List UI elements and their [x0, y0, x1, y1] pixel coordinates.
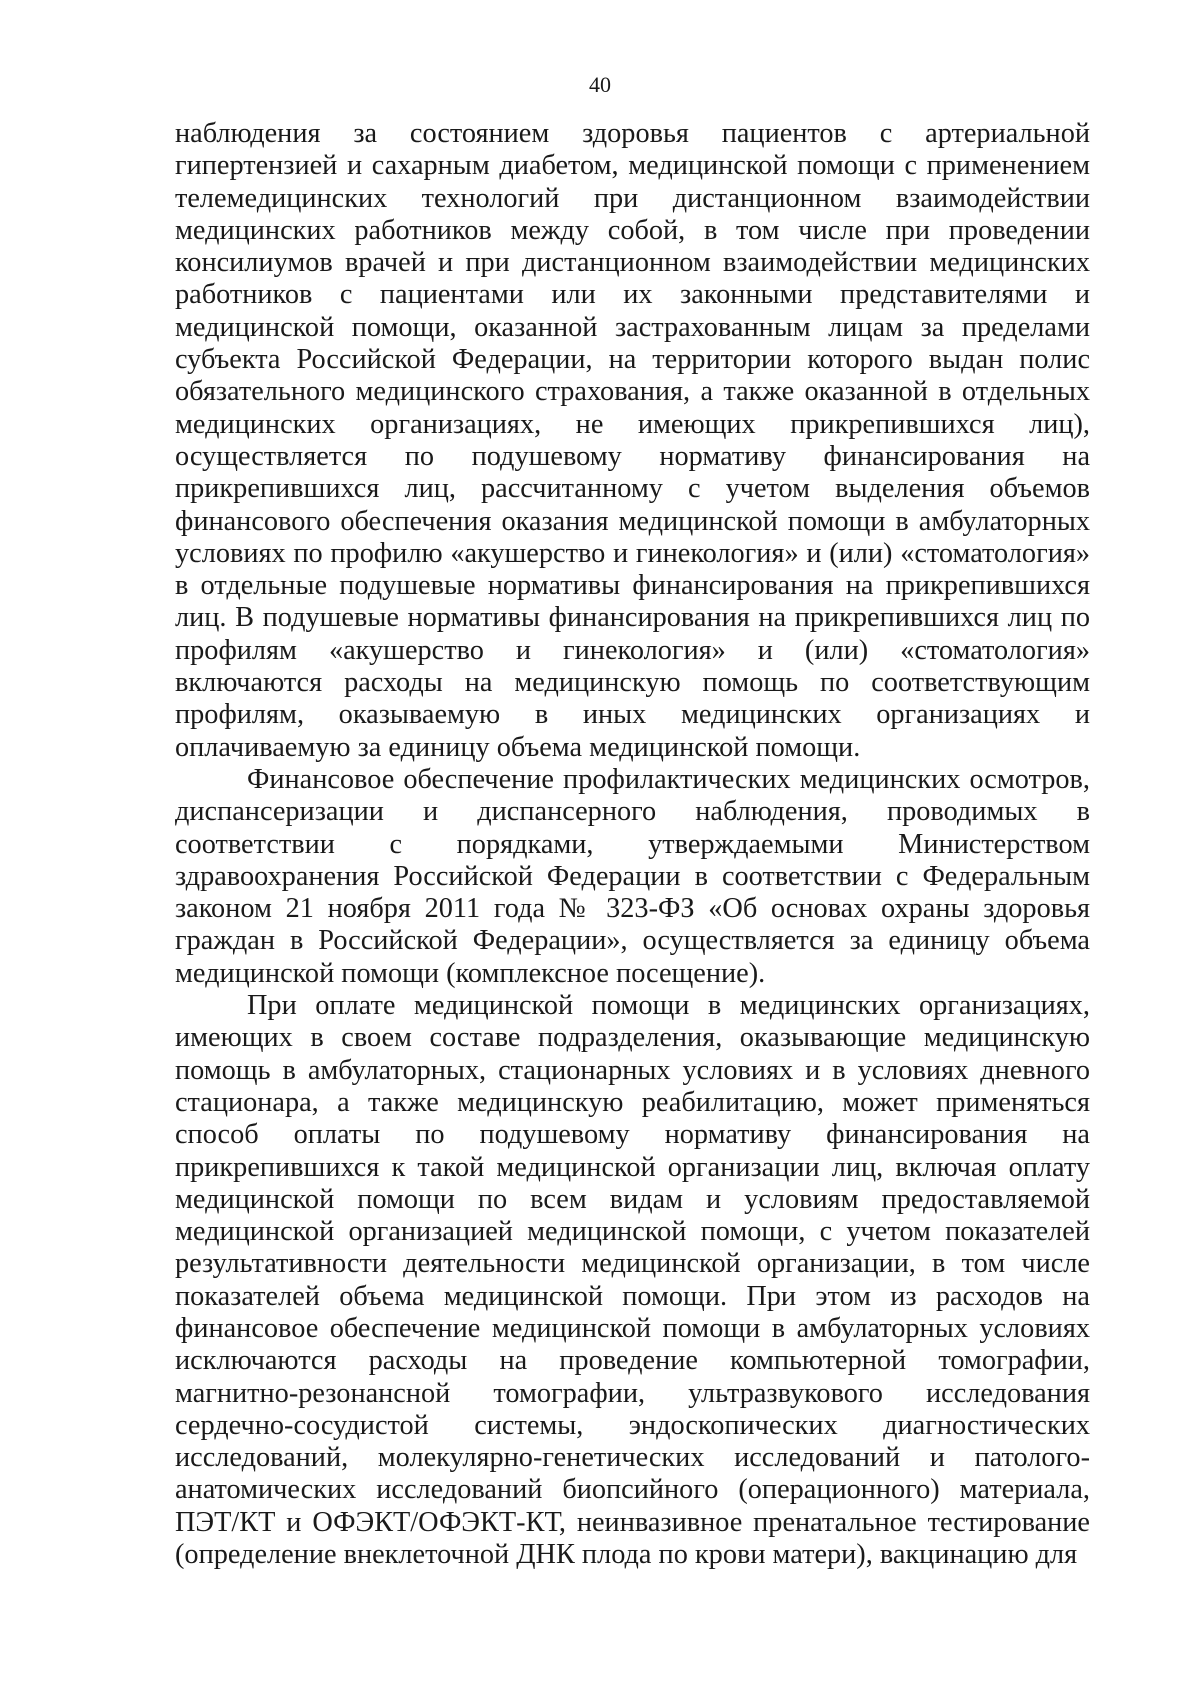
paragraph-3: При оплате медицинской помощи в медицинских организациях, имеющих в своем составе подразделения, оказывающие медицинскую помощь в амбулаторных, стационарных условиях и в условиях дневного стационара, а также медицинскую реабилитацию, может применяться способ оплаты по подушевому нормативу финансирования на прикрепившихся к такой медицинской организации лиц, включая оплату медицинской помощи по всем видам и условиям предоставляемой медицинской организацией медицинской помощи, с учетом показателей результативности деятельности медицинской организации, в том числе показателей объема медицинской помощи. При этом из расходов на финансовое обеспечение медицинской помощи в амбулаторных условиях исключаются расходы на проведение компьютерной томографии, магнитно-резонансной томографии, ультразвукового исследования сердечно-сосудистой системы, эндоскопических диагностических исследований, молекулярно-генетических исследований и патолого-анатомических исследований биопсийного (операционного) материала, ПЭТ/КТ и ОФЭКТ/ОФЭКТ-КТ, неинвазивное пренатальное тестирование (определение внеклеточной ДНК плода по крови матери), вакцинацию для: [175, 990, 1090, 1571]
document-body: [175, 118, 1090, 1571]
paragraph-1: наблюдения за состоянием здоровья пациентов с артериальной гипертензией и сахарным диабетом, медицинской помощи с применением телемедицинских технологий при дистанционном взаимодействии медицинских работников между собой, в том числе при проведении консилиумов врачей и при дистанционном взаимодействии медицинских работников с пациентами или их законными представителями и медицинской помощи, оказанной застрахованным лицам за пределами субъекта Российской Федерации, на территории которого выдан полис обязательного медицинского страхования, а также оказанной в отдельных медицинских организациях, не имеющих прикрепившихся лиц), осуществляется по подушевому нормативу финансирования на прикрепившихся лиц, рассчитанному с учетом выделения объемов финансового обеспечения оказания медицинской помощи в амбулаторных условиях по профилю «акушерство и гинекология» и (или) «стоматология» в отдельные подушевые нормативы финансирования на прикрепившихся лиц. В подушевые нормативы финансирования на прикрепившихся лиц по профилям «акушерство и гинекология» и (или) «стоматология» включаются расходы на медицинскую помощь по соответствующим профилям, оказываемую в иных медицинских организациях и оплачиваемую за единицу объема медицинской помощи.: [175, 118, 1090, 763]
page-number: 40: [589, 72, 611, 97]
paragraph-2: Финансовое обеспечение профилактических медицинских осмотров, диспансеризации и диспансерного наблюдения, проводимых в соответствии с порядками, утверждаемыми Министерством здравоохранения Российской Федерации в соответствии с Федеральным законом 21 ноября 2011 года № 323-ФЗ «Об основах охраны здоровья граждан в Российской Федерации», осуществляется за единицу объема медицинской помощи (комплексное посещение).: [175, 763, 1090, 989]
